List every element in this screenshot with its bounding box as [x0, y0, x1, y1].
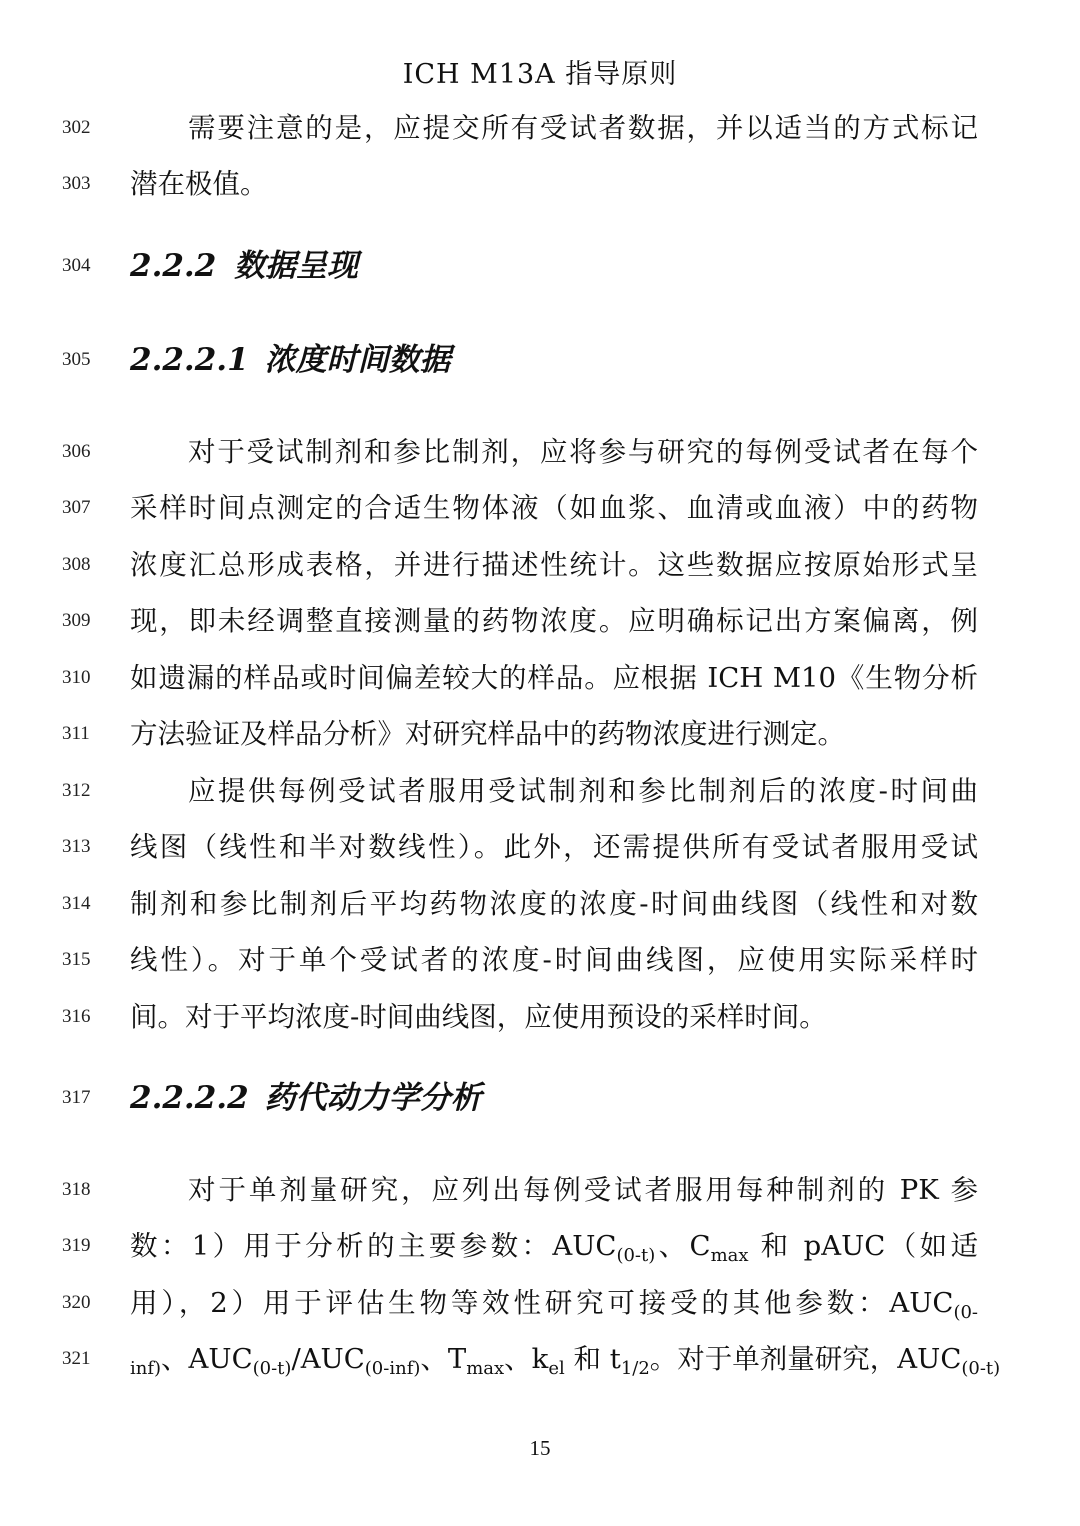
text-line — [0, 884, 1080, 924]
line-text: 现，即未经调整直接测量的药物浓度。应明确标记出方案偏离，例 — [130, 605, 978, 637]
line-text: 数：1）用于分析的主要参数：$AUC_{(0-t)}$、$C_{max}$ 和 pAUC（如适 — [130, 1230, 978, 1266]
line-number: 317 — [62, 1087, 91, 1108]
line-text: $_{inf)}$、$AUC_{(0-t)}/AUC_{(0-inf)}$、$T_{max}$、$k_{el}$ 和 $t_{1/2}$。对于单剂量研究，$AUC_{(0-t)}$ — [130, 1343, 1001, 1379]
line-number: 309 — [62, 610, 91, 631]
line-number: 315 — [62, 949, 91, 970]
text-line — [0, 827, 1080, 867]
text-line — [0, 108, 1080, 148]
page-number: 15 — [529, 1436, 551, 1460]
text-line — [0, 997, 1080, 1037]
text-line — [0, 432, 1080, 472]
line-text: 对于受试制剂和参比制剂，应将参与研究的每例受试者在每个 — [188, 436, 978, 468]
line-number: 313 — [62, 836, 91, 857]
line-text: 采样时间点测定的合适生物体液（如血浆、血清或血液）中的药物 — [130, 492, 978, 524]
text-line — [0, 488, 1080, 528]
line-number: 318 — [62, 1179, 91, 1200]
line-text: 线性）。对于单个受试者的浓度-时间曲线图，应使用实际采样时 — [130, 944, 978, 976]
heading-text — [130, 246, 978, 286]
line-number: 319 — [62, 1235, 91, 1256]
line-text: 需要注意的是，应提交所有受试者数据，并以适当的方式标记 — [188, 112, 978, 144]
text-line — [0, 601, 1080, 641]
line-number: 306 — [62, 441, 91, 462]
subsection-heading — [0, 1078, 1080, 1118]
line-text: 用），2）用于评估生物等效性研究可接受的其他参数：$AUC_{(0-}$ — [130, 1287, 978, 1323]
text-line — [0, 164, 1080, 204]
line-text: 如遗漏的样品或时间偏差较大的样品。应根据 ICH M10《生物分析 — [130, 662, 978, 694]
line-number: 303 — [62, 173, 91, 194]
section-title: 药代动力学分析 — [264, 1080, 482, 1116]
text-line — [0, 771, 1080, 811]
subsection-heading — [0, 340, 1080, 380]
line-text: 潜在极值。 — [130, 168, 268, 200]
line-text: 对于单剂量研究，应列出每例受试者服用每种制剂的 PK 参 — [188, 1174, 978, 1206]
line-number: 316 — [62, 1006, 91, 1027]
text-line — [0, 714, 1080, 754]
line-text: 间。对于平均浓度-时间曲线图，应使用预设的采样时间。 — [130, 1001, 827, 1033]
text-line — [0, 1170, 1080, 1210]
line-number: 320 — [62, 1292, 91, 1313]
line-number: 310 — [62, 667, 91, 688]
line-text: 线图（线性和半对数线性）。此外，还需提供所有受试者服用受试 — [130, 831, 978, 863]
line-number: 304 — [62, 255, 91, 276]
line-text: 方法验证及样品分析》对研究样品中的药物浓度进行测定。 — [130, 718, 845, 750]
section-number: 2.2.2 — [130, 248, 217, 284]
text-line — [0, 658, 1080, 698]
text-line — [0, 1283, 1080, 1323]
text-line — [0, 1226, 1080, 1266]
section-number: 2.2.2.2 — [130, 1080, 249, 1116]
page-header: ICH M13A 指导原则 — [402, 59, 678, 90]
section-title: 数据呈现 — [234, 248, 358, 284]
line-number: 305 — [62, 349, 91, 370]
section-number: 2.2.2.1 — [130, 342, 249, 378]
line-text: 应提供每例受试者服用受试制剂和参比制剂后的浓度-时间曲 — [188, 775, 978, 807]
text-line — [0, 1339, 1080, 1379]
heading-text — [130, 340, 978, 380]
heading-text — [130, 1078, 978, 1118]
line-text: 浓度汇总形成表格，并进行描述性统计。这些数据应按原始形式呈 — [130, 549, 978, 581]
line-number: 302 — [62, 117, 91, 138]
line-number: 312 — [62, 780, 91, 801]
line-number: 311 — [62, 723, 90, 744]
line-number: 307 — [62, 497, 91, 518]
text-line — [0, 940, 1080, 980]
line-number: 308 — [62, 554, 91, 575]
section-title: 浓度时间数据 — [264, 342, 451, 378]
line-text: 制剂和参比制剂后平均药物浓度的浓度-时间曲线图（线性和对数 — [130, 888, 978, 920]
line-number: 314 — [62, 893, 91, 914]
text-line — [0, 545, 1080, 585]
section-heading — [0, 246, 1080, 286]
line-number: 321 — [62, 1348, 91, 1369]
